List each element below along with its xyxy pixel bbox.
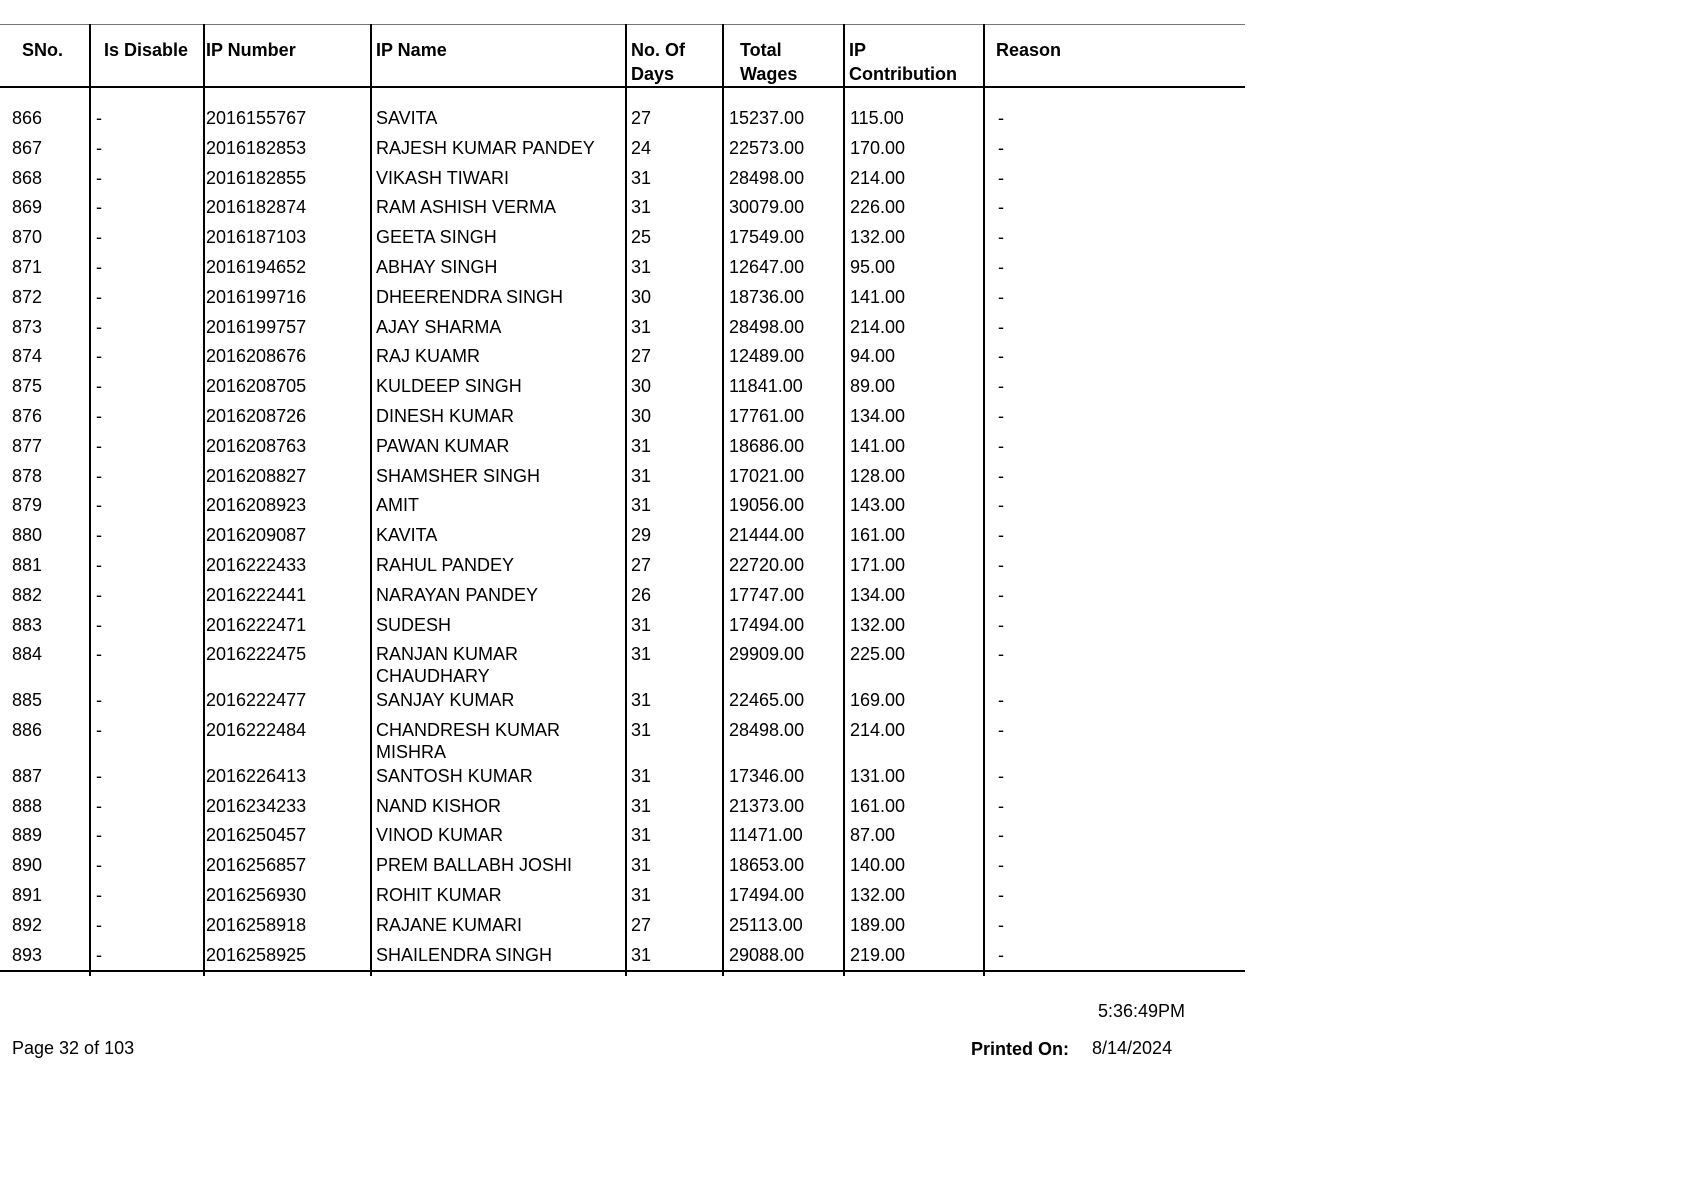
cell-ip-number: 2016222433 bbox=[206, 555, 307, 575]
cell-ip-name: NAND KISHOR bbox=[376, 795, 502, 816]
cell-total-wages: 29909.00 bbox=[729, 644, 805, 665]
cell-total-wages: 30079.00 bbox=[729, 197, 805, 218]
cell-ip-number: 2016222441 bbox=[206, 584, 307, 605]
cell-sno: 888 bbox=[12, 795, 43, 816]
cell-days: 31 bbox=[631, 197, 652, 218]
cell-days: 25 bbox=[631, 227, 652, 248]
cell-sno: 890 bbox=[12, 855, 43, 876]
header-is-disable: Is Disable bbox=[104, 40, 189, 60]
cell-ip-contribution: 141.00 bbox=[850, 435, 906, 456]
cell-ip-name: KAVITA bbox=[376, 525, 438, 546]
cell-days: 31 bbox=[631, 257, 652, 277]
printed-on-label: Printed On: bbox=[971, 1039, 1069, 1059]
cell-total-wages: 17761.00 bbox=[729, 406, 805, 426]
cell-reason: - bbox=[998, 376, 1004, 397]
cell-days: 26 bbox=[631, 584, 652, 605]
cell-sno: 871 bbox=[12, 257, 43, 277]
cell-total-wages: 28498.00 bbox=[729, 316, 805, 337]
cell-is-disable: - bbox=[96, 167, 102, 188]
cell-ip-name-continued: CHAUDHARY bbox=[376, 666, 490, 687]
cell-ip-number: 2016182874 bbox=[206, 197, 307, 218]
cell-ip-name: SHAILENDRA SINGH bbox=[376, 944, 553, 965]
cell-ip-number: 2016187103 bbox=[206, 227, 307, 248]
cell-total-wages: 12647.00 bbox=[729, 257, 805, 277]
cell-ip-number: 2016222471 bbox=[206, 614, 307, 635]
cell-reason: - bbox=[998, 167, 1004, 188]
cell-is-disable: - bbox=[96, 465, 102, 486]
cell-sno: 867 bbox=[12, 137, 43, 158]
cell-days: 30 bbox=[631, 376, 652, 397]
cell-ip-name: ABHAY SINGH bbox=[376, 257, 498, 277]
cell-sno: 869 bbox=[12, 197, 43, 218]
header-contrib-line2: Contribution bbox=[849, 64, 957, 84]
cell-sno: 883 bbox=[12, 614, 43, 635]
cell-total-wages: 28498.00 bbox=[729, 167, 805, 188]
cell-total-wages: 17747.00 bbox=[729, 584, 805, 605]
cell-sno: 882 bbox=[12, 584, 43, 605]
cell-ip-name: GEETA SINGH bbox=[376, 227, 497, 248]
cell-ip-name: AMIT bbox=[376, 495, 419, 516]
cell-total-wages: 17494.00 bbox=[729, 885, 805, 905]
cell-sno: 875 bbox=[12, 376, 43, 397]
cell-ip-contribution: 170.00 bbox=[850, 137, 906, 158]
wages-table bbox=[0, 24, 1245, 972]
cell-days: 27 bbox=[631, 555, 652, 575]
cell-total-wages: 29088.00 bbox=[729, 944, 805, 965]
cell-days: 31 bbox=[631, 465, 652, 486]
cell-total-wages: 18686.00 bbox=[729, 435, 805, 456]
cell-reason: - bbox=[998, 944, 1004, 965]
cell-days: 29 bbox=[631, 525, 652, 546]
cell-is-disable: - bbox=[96, 227, 102, 248]
cell-total-wages: 22465.00 bbox=[729, 690, 805, 711]
cell-ip-name: SHAMSHER SINGH bbox=[376, 465, 541, 486]
cell-reason: - bbox=[998, 795, 1004, 816]
cell-total-wages: 22573.00 bbox=[729, 137, 805, 158]
cell-ip-name: PAWAN KUMAR bbox=[376, 435, 510, 456]
cell-sno: 877 bbox=[12, 435, 43, 456]
cell-ip-number: 2016256857 bbox=[206, 855, 307, 876]
cell-sno: 880 bbox=[12, 525, 43, 546]
cell-total-wages: 15237.00 bbox=[729, 108, 805, 128]
cell-sno: 878 bbox=[12, 465, 43, 486]
cell-total-wages: 18736.00 bbox=[729, 286, 805, 307]
cell-ip-number: 2016234233 bbox=[206, 795, 307, 816]
cell-days: 31 bbox=[631, 944, 652, 965]
cell-reason: - bbox=[998, 525, 1004, 546]
cell-sno: 889 bbox=[12, 825, 43, 846]
cell-total-wages: 25113.00 bbox=[729, 914, 803, 935]
cell-ip-name: RAHUL PANDEY bbox=[376, 555, 515, 575]
cell-days: 31 bbox=[631, 495, 652, 516]
cell-days: 31 bbox=[631, 720, 652, 740]
cell-days: 31 bbox=[631, 167, 652, 188]
cell-total-wages: 11841.00 bbox=[729, 376, 803, 397]
cell-sno: 891 bbox=[12, 885, 43, 905]
cell-ip-contribution: 169.00 bbox=[850, 690, 906, 711]
cell-is-disable: - bbox=[96, 855, 102, 876]
cell-ip-name: RAM ASHISH VERMA bbox=[376, 197, 557, 218]
printed-date: 8/14/2024 bbox=[1092, 1038, 1173, 1058]
cell-ip-contribution: 140.00 bbox=[850, 855, 906, 876]
cell-is-disable: - bbox=[96, 614, 102, 635]
cell-ip-name: VIKASH TIWARI bbox=[376, 167, 510, 188]
cell-ip-name: RANJAN KUMAR bbox=[376, 644, 519, 665]
cell-ip-contribution: 89.00 bbox=[850, 376, 896, 397]
cell-sno: 892 bbox=[12, 914, 43, 935]
col-divider bbox=[983, 24, 985, 976]
cell-is-disable: - bbox=[96, 795, 102, 816]
cell-reason: - bbox=[998, 346, 1004, 367]
cell-days: 31 bbox=[631, 435, 652, 456]
cell-reason: - bbox=[998, 316, 1004, 337]
cell-sno: 887 bbox=[12, 765, 43, 786]
cell-ip-contribution: 131.00 bbox=[850, 765, 906, 786]
cell-is-disable: - bbox=[96, 286, 102, 307]
cell-total-wages: 21444.00 bbox=[729, 525, 805, 546]
cell-ip-number: 2016208763 bbox=[206, 435, 307, 456]
cell-ip-contribution: 214.00 bbox=[850, 316, 906, 337]
cell-ip-name: RAJANE KUMARI bbox=[376, 914, 523, 935]
cell-ip-number: 2016208923 bbox=[206, 495, 307, 516]
cell-ip-name: RAJESH KUMAR PANDEY bbox=[376, 137, 595, 158]
cell-is-disable: - bbox=[96, 316, 102, 337]
cell-sno: 866 bbox=[12, 108, 43, 128]
cell-ip-name: ROHIT KUMAR bbox=[376, 885, 502, 905]
cell-ip-contribution: 214.00 bbox=[850, 720, 906, 740]
cell-ip-name: VINOD KUMAR bbox=[376, 825, 504, 846]
page-number: Page 32 of 103 bbox=[12, 1038, 135, 1058]
cell-sno: 874 bbox=[12, 346, 43, 367]
cell-reason: - bbox=[998, 257, 1004, 277]
cell-reason: - bbox=[998, 465, 1004, 486]
cell-days: 27 bbox=[631, 108, 652, 128]
cell-total-wages: 17494.00 bbox=[729, 614, 805, 635]
header-total-wages bbox=[740, 38, 797, 86]
cell-reason: - bbox=[998, 825, 1004, 846]
cell-total-wages: 17549.00 bbox=[729, 227, 805, 248]
cell-reason: - bbox=[998, 855, 1004, 876]
cell-ip-contribution: 171.00 bbox=[850, 555, 906, 575]
cell-is-disable: - bbox=[96, 885, 102, 905]
cell-ip-number: 2016208676 bbox=[206, 346, 307, 367]
cell-reason: - bbox=[998, 435, 1004, 456]
cell-is-disable: - bbox=[96, 584, 102, 605]
cell-ip-number: 2016182855 bbox=[206, 167, 307, 188]
header-contrib-line1: IP bbox=[849, 40, 867, 60]
cell-is-disable: - bbox=[96, 435, 102, 456]
header-days-line2: Days bbox=[631, 64, 675, 84]
cell-ip-contribution: 141.00 bbox=[850, 286, 906, 307]
cell-sno: 876 bbox=[12, 406, 43, 426]
cell-days: 31 bbox=[631, 855, 652, 876]
header-wages-line1: Total bbox=[740, 40, 782, 60]
cell-days: 31 bbox=[631, 644, 652, 665]
cell-reason: - bbox=[998, 555, 1004, 575]
col-divider bbox=[89, 24, 91, 976]
cell-days: 27 bbox=[631, 914, 652, 935]
header-ip-contribution bbox=[849, 38, 957, 86]
cell-total-wages: 18653.00 bbox=[729, 855, 805, 876]
cell-ip-number: 2016256930 bbox=[206, 885, 307, 905]
cell-sno: 893 bbox=[12, 944, 43, 965]
cell-ip-name: SANTOSH KUMAR bbox=[376, 765, 533, 786]
cell-is-disable: - bbox=[96, 720, 102, 740]
header-bottom-rule bbox=[0, 86, 1245, 88]
cell-sno: 886 bbox=[12, 720, 43, 740]
cell-ip-contribution: 94.00 bbox=[850, 346, 896, 367]
cell-ip-number: 2016194652 bbox=[206, 257, 307, 277]
cell-ip-name: SANJAY KUMAR bbox=[376, 690, 515, 711]
cell-is-disable: - bbox=[96, 495, 102, 516]
cell-ip-name-continued: MISHRA bbox=[376, 742, 447, 762]
cell-ip-name: CHANDRESH KUMAR bbox=[376, 720, 561, 740]
cell-ip-contribution: 132.00 bbox=[850, 614, 906, 635]
cell-ip-number: 2016222484 bbox=[206, 720, 307, 740]
cell-ip-name: PREM BALLABH JOSHI bbox=[376, 855, 573, 876]
cell-ip-contribution: 226.00 bbox=[850, 197, 906, 218]
header-no-of-days bbox=[631, 38, 685, 86]
cell-ip-contribution: 161.00 bbox=[850, 525, 906, 546]
cell-is-disable: - bbox=[96, 406, 102, 426]
col-divider bbox=[843, 24, 845, 976]
cell-reason: - bbox=[998, 690, 1004, 711]
cell-ip-name: NARAYAN PANDEY bbox=[376, 584, 539, 605]
cell-total-wages: 17346.00 bbox=[729, 765, 805, 786]
cell-ip-contribution: 132.00 bbox=[850, 227, 906, 248]
cell-ip-contribution: 128.00 bbox=[850, 465, 906, 486]
cell-total-wages: 19056.00 bbox=[729, 495, 805, 516]
header-ip-name: IP Name bbox=[376, 40, 447, 60]
cell-reason: - bbox=[998, 406, 1004, 426]
cell-total-wages: 12489.00 bbox=[729, 346, 805, 367]
cell-reason: - bbox=[998, 914, 1004, 935]
cell-ip-number: 2016222477 bbox=[206, 690, 307, 711]
cell-ip-contribution: 161.00 bbox=[850, 795, 906, 816]
cell-is-disable: - bbox=[96, 690, 102, 711]
cell-reason: - bbox=[998, 286, 1004, 307]
cell-ip-number: 2016208726 bbox=[206, 406, 307, 426]
cell-ip-name: RAJ KUAMR bbox=[376, 346, 481, 367]
cell-reason: - bbox=[998, 765, 1004, 786]
header-ip-number: IP Number bbox=[206, 40, 296, 60]
cell-days: 31 bbox=[631, 690, 652, 711]
cell-ip-number: 2016258925 bbox=[206, 944, 307, 965]
table-bottom-rule bbox=[0, 970, 1245, 972]
cell-ip-contribution: 225.00 bbox=[850, 644, 906, 665]
cell-reason: - bbox=[998, 137, 1004, 158]
cell-reason: - bbox=[998, 495, 1004, 516]
cell-reason: - bbox=[998, 197, 1004, 218]
cell-sno: 868 bbox=[12, 167, 43, 188]
cell-days: 31 bbox=[631, 795, 652, 816]
col-divider bbox=[370, 24, 372, 976]
table-top-rule bbox=[0, 24, 1245, 25]
cell-ip-name: SUDESH bbox=[376, 614, 452, 635]
cell-ip-contribution: 87.00 bbox=[850, 825, 896, 846]
cell-days: 31 bbox=[631, 825, 652, 846]
cell-ip-contribution: 214.00 bbox=[850, 167, 906, 188]
cell-days: 30 bbox=[631, 286, 652, 307]
cell-ip-contribution: 219.00 bbox=[850, 944, 906, 965]
cell-ip-number: 2016182853 bbox=[206, 137, 307, 158]
cell-is-disable: - bbox=[96, 914, 102, 935]
cell-ip-number: 2016199757 bbox=[206, 316, 307, 337]
cell-is-disable: - bbox=[96, 108, 102, 128]
cell-days: 31 bbox=[631, 765, 652, 786]
cell-ip-number: 2016199716 bbox=[206, 286, 307, 307]
cell-reason: - bbox=[998, 108, 1004, 128]
cell-ip-number: 2016208827 bbox=[206, 465, 307, 486]
cell-ip-contribution: 189.00 bbox=[850, 914, 906, 935]
cell-reason: - bbox=[998, 720, 1004, 740]
cell-is-disable: - bbox=[96, 346, 102, 367]
cell-ip-number: 2016226413 bbox=[206, 765, 307, 786]
cell-reason: - bbox=[998, 885, 1004, 905]
cell-total-wages: 28498.00 bbox=[729, 720, 805, 740]
cell-reason: - bbox=[998, 644, 1004, 665]
cell-ip-name: DINESH KUMAR bbox=[376, 406, 515, 426]
cell-days: 30 bbox=[631, 406, 652, 426]
cell-ip-name: AJAY SHARMA bbox=[376, 316, 502, 337]
cell-is-disable: - bbox=[96, 555, 102, 575]
cell-days: 27 bbox=[631, 346, 652, 367]
cell-is-disable: - bbox=[96, 644, 102, 665]
header-sno: SNo. bbox=[22, 40, 64, 60]
cell-days: 31 bbox=[631, 614, 652, 635]
cell-ip-number: 2016208705 bbox=[206, 376, 307, 397]
header-wages-line2: Wages bbox=[740, 64, 798, 84]
cell-reason: - bbox=[998, 584, 1004, 605]
cell-is-disable: - bbox=[96, 257, 102, 277]
cell-ip-number: 2016258918 bbox=[206, 914, 307, 935]
cell-is-disable: - bbox=[96, 944, 102, 965]
cell-total-wages: 21373.00 bbox=[729, 795, 805, 816]
cell-ip-number: 2016155767 bbox=[206, 108, 307, 128]
cell-ip-contribution: 115.00 bbox=[850, 108, 904, 128]
cell-sno: 884 bbox=[12, 644, 43, 665]
header-reason: Reason bbox=[996, 40, 1062, 60]
cell-ip-contribution: 95.00 bbox=[850, 257, 896, 277]
cell-is-disable: - bbox=[96, 765, 102, 786]
cell-ip-contribution: 143.00 bbox=[850, 495, 906, 516]
cell-ip-number: 2016250457 bbox=[206, 825, 307, 846]
cell-days: 24 bbox=[631, 137, 652, 158]
cell-total-wages: 22720.00 bbox=[729, 555, 805, 575]
cell-is-disable: - bbox=[96, 376, 102, 397]
cell-ip-name: SAVITA bbox=[376, 108, 438, 128]
col-divider bbox=[722, 24, 724, 976]
cell-sno: 870 bbox=[12, 227, 43, 248]
cell-sno: 873 bbox=[12, 316, 43, 337]
col-divider bbox=[625, 24, 627, 976]
cell-ip-contribution: 132.00 bbox=[850, 885, 906, 905]
cell-is-disable: - bbox=[96, 525, 102, 546]
cell-ip-number: 2016209087 bbox=[206, 525, 307, 546]
cell-reason: - bbox=[998, 614, 1004, 635]
cell-sno: 872 bbox=[12, 286, 43, 307]
cell-is-disable: - bbox=[96, 137, 102, 158]
cell-ip-contribution: 134.00 bbox=[850, 584, 906, 605]
cell-days: 31 bbox=[631, 885, 652, 905]
cell-is-disable: - bbox=[96, 825, 102, 846]
col-divider bbox=[203, 24, 205, 976]
cell-ip-number: 2016222475 bbox=[206, 644, 307, 665]
cell-total-wages: 11471.00 bbox=[729, 825, 803, 846]
cell-reason: - bbox=[998, 227, 1004, 248]
cell-ip-contribution: 134.00 bbox=[850, 406, 906, 426]
cell-ip-name: DHEERENDRA SINGH bbox=[376, 286, 564, 307]
header-days-line1: No. Of bbox=[631, 40, 685, 60]
cell-sno: 885 bbox=[12, 690, 43, 711]
cell-sno: 881 bbox=[12, 555, 43, 575]
cell-days: 31 bbox=[631, 316, 652, 337]
printed-time: 5:36:49PM bbox=[1098, 1001, 1186, 1021]
cell-is-disable: - bbox=[96, 197, 102, 218]
cell-ip-name: KULDEEP SINGH bbox=[376, 376, 522, 397]
cell-total-wages: 17021.00 bbox=[729, 465, 805, 486]
cell-sno: 879 bbox=[12, 495, 43, 516]
